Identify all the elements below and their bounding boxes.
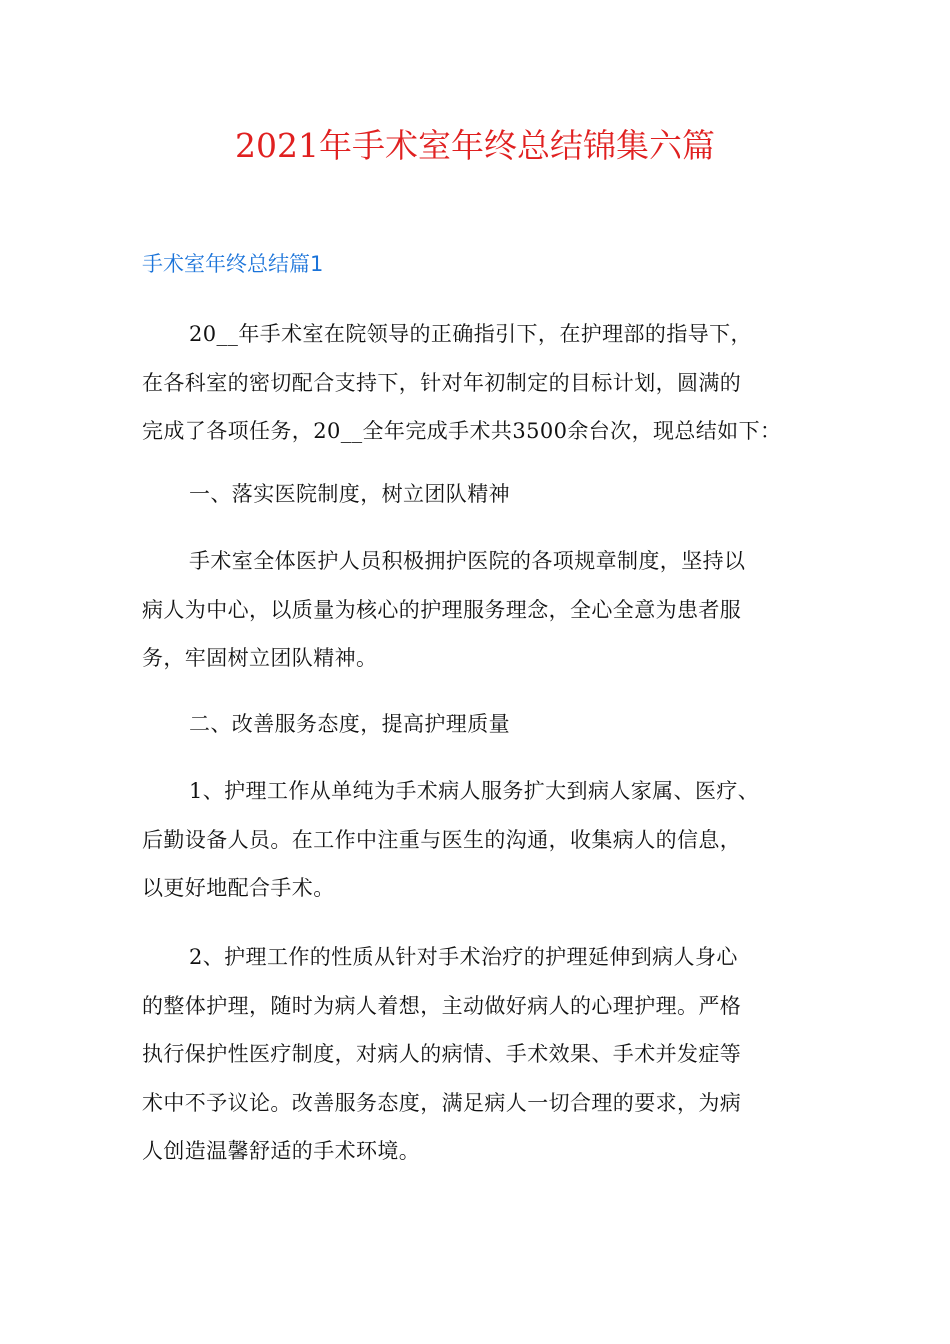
paragraph-line: 执行保护性医疗制度，对病人的病情、手术效果、手术并发症等 [142,1042,742,1066]
paragraph-line: 2、护理工作的性质从针对手术治疗的护理延伸到病人身心 [189,945,738,969]
subheading-one [142,470,842,519]
paragraph-line: 二、改善服务态度，提高护理质量 [189,712,510,736]
paragraph-line: 以更好地配合手术。 [142,876,335,900]
paragraph-line: 务，牢固树立团队精神。 [142,646,378,670]
paragraph-line: 病人为中心，以质量为核心的护理服务理念，全心全意为患者服 [142,597,742,622]
paragraph-item-one [142,767,842,913]
document-title: 2021年手术室年终总结锦集六篇 [235,126,715,165]
section-heading: 手术室年终总结篇1 [142,252,324,276]
paragraph-team-spirit [142,537,842,683]
paragraph-line: 1、护理工作从单纯为手术病人服务扩大到病人家属、医疗、 [189,779,760,803]
paragraph-line: 术中不予议论。改善服务态度，满足病人一切合理的要求，为病 [142,1090,742,1115]
paragraph-line: 人创造温馨舒适的手术环境。 [142,1139,421,1163]
paragraph-line: 完成了各项任务，20__全年完成手术共3500余台次，现总结如下： [142,419,782,443]
paragraph-line: 手术室全体医护人员积极拥护医院的各项规章制度，坚持以 [189,549,746,573]
paragraph-line: 的整体护理，随时为病人着想，主动做好病人的心理护理。严格 [142,993,742,1018]
paragraph-line: 在各科室的密切配合支持下，针对年初制定的目标计划，圆满的 [142,370,742,395]
paragraph-line: 20__年手术室在院领导的正确指引下，在护理部的指导下， [189,322,752,346]
subheading-two [142,700,842,749]
paragraph-line: 一、落实医院制度，树立团队精神 [189,482,510,506]
paragraph-intro [142,310,842,456]
paragraph-line: 后勤设备人员。在工作中注重与医生的沟通，收集病人的信息， [142,827,742,852]
paragraph-item-two [142,933,842,1176]
